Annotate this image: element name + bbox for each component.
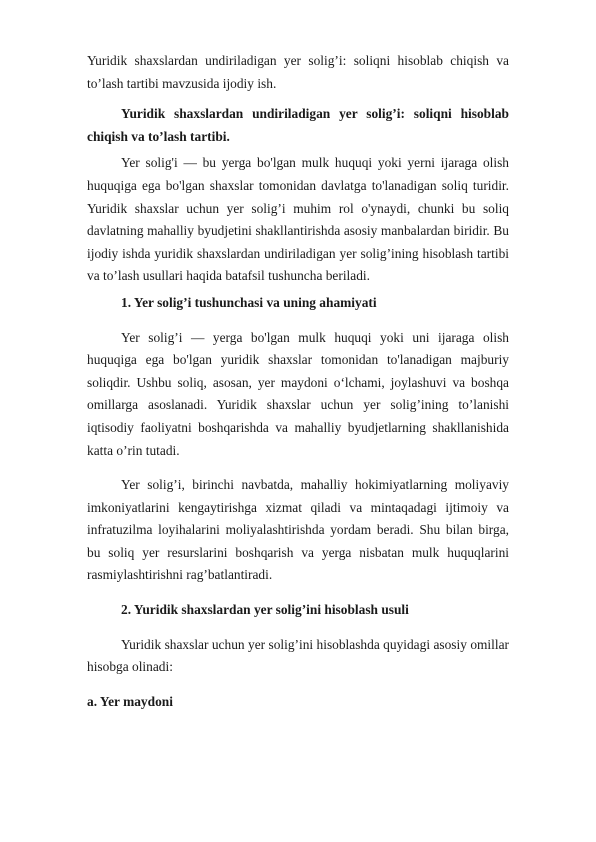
heading-section-1: 1. Yer solig’i tushunchasi va uning ahamiyati bbox=[121, 294, 377, 310]
paragraph-importance: Yer solig’i, birinchi navbatda, mahalliy hokimiyatlarning moliyaviy imkoniyatlarini kengaytirishga xizmat qiladi va mintaqadagi ijtimoiy va infratuzilma loyihalarini moliyalashtirishda yordam beradi. Shu bilan birga, bu soliq yer resurslarini boshqarish va yerga nisbatan mulk huquqlarini rasmiylashtirishni rag’batlantiradi. bbox=[87, 477, 509, 583]
paragraph-factors: Yuridik shaxslar uchun yer solig’ini hisoblashda quyidagi asosiy omillar hisobga olinadi: bbox=[87, 636, 509, 675]
paragraph-definition: Yer solig’i — yerga bo'lgan mulk huquqi yoki uni ijaraga olish huquqiga ega bo'lgan yuridik shaxslar tomonidan to'lanadigan majburiy soliqdir. Ushbu soliq, asosan, yer maydoni o‘lchami, joylashuvi va boshqa omillarga asoslanadi. Yuridik shaxslar uchun yer solig’ining to’lanishi iqtisodiy faoliyatni boshqarishda va mahalliy byudjetlarning shakllanishida katta o’rin tutadi. bbox=[87, 329, 509, 458]
paragraph-introduction: Yer solig'i — bu yerga bo'lgan mulk huquqi yoki yerni ijaraga olish huquqiga ega bo'lgan shaxslar tomonidan davlatga to'lanadigan soliq turidir. Yuridik shaxslar uchun yer solig’i muhim rol o'ynaydi, chunki bu soliq davlatning mahalliy byudjetini shakllantirishda asosiy manbalardan biridir. Bu ijodiy ishda yuridik shaxslardan undiriladigan yer solig’ining hisoblash tartibi va to’lash usullari haqida batafsil tushuncha beriladi. bbox=[87, 155, 509, 284]
heading-section-2: 2. Yuridik shaxslardan yer solig’ini hisoblash usuli bbox=[121, 602, 409, 618]
heading-land-area: a. Yer maydoni bbox=[87, 693, 173, 709]
intro-text: Yuridik shaxslardan undiriladigan yer solig’i: soliqni hisoblab chiqish va to’lash tartibi mavzusida ijodiy ish. bbox=[87, 53, 509, 91]
document-title: Yuridik shaxslardan undiriladigan yer solig’i: soliqni hisoblab chiqish va to’lash tartibi. bbox=[87, 106, 509, 144]
document-page bbox=[87, 50, 509, 713]
